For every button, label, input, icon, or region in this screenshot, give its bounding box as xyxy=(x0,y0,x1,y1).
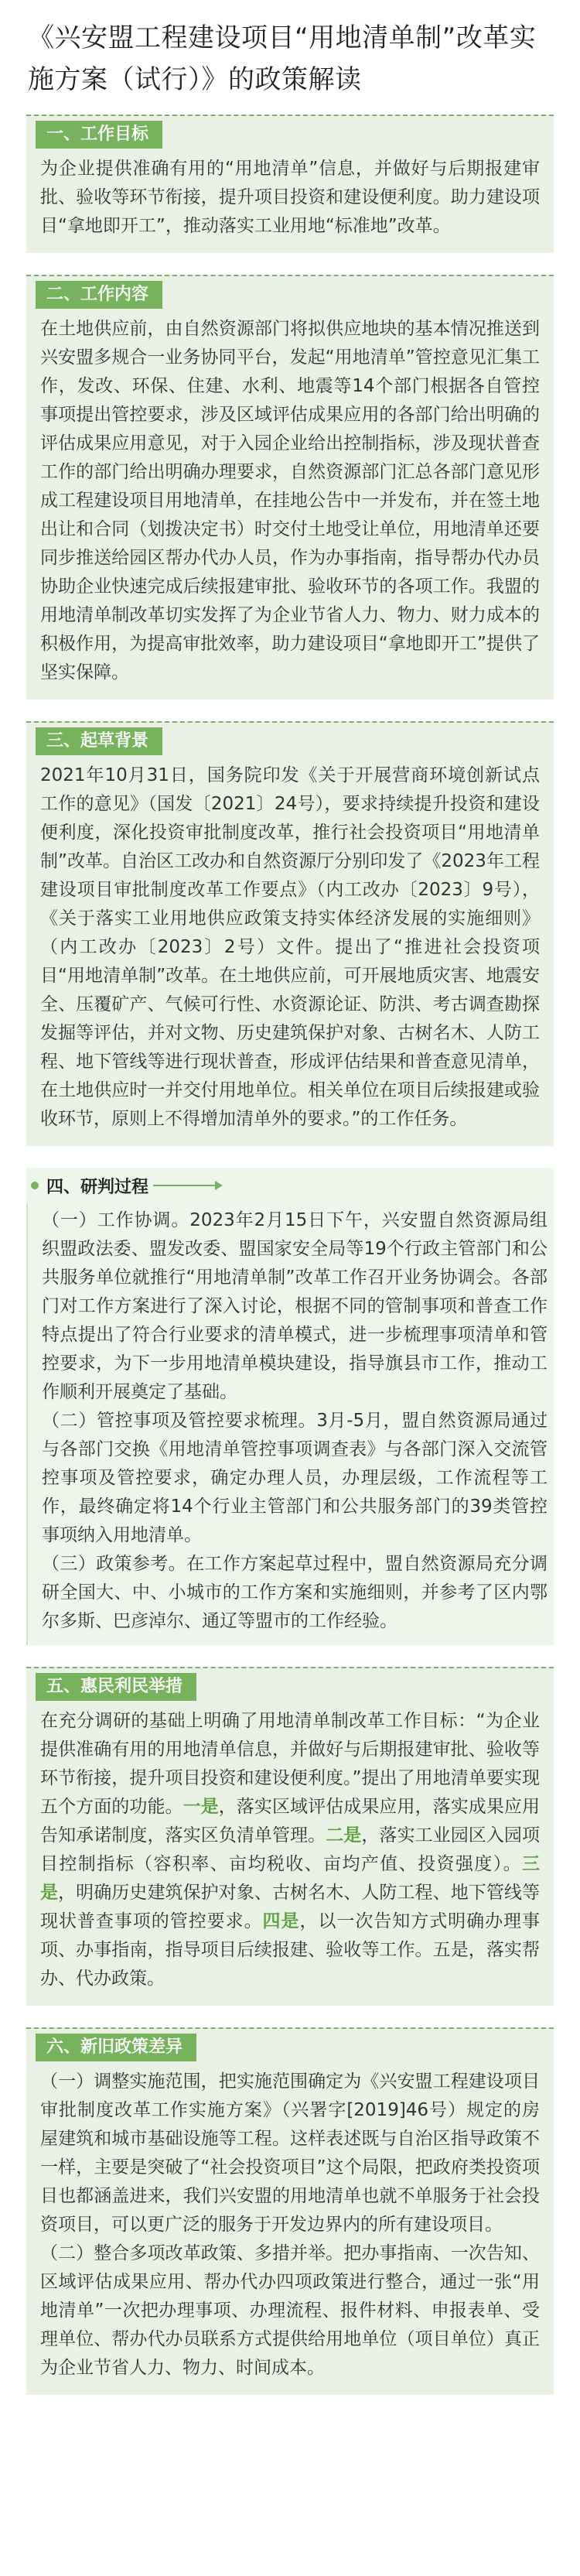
title-block xyxy=(0,0,580,115)
section-header xyxy=(26,115,554,150)
paragraph: 在土地供应前，由自然资源部门将拟供应地块的基本情况推送到兴安盟多规合一业务协同平台，发起“用地清单”管控意见汇集工作，发改、环保、住建、水利、地震等14个部门根据各自管控事项提出管控要求，涉及区域评估成果应用的各部门给出明确的评估成果应用意见，对于入园企业给出控制指标，涉及现状普查工作的部门给出明确办理要求，自然资源部门汇总各部门意见形成工程建设项目用地清单，在挂地公告中一并发布，并在签土地出让和合同（划拨决定书）时交付土地受让单位，用地清单还要同步推送给园区帮办代办人员，作为办事指南，指导帮办代办员协助企业快速完成后续报建审批、验收环节的各项工作。我盟的用地清单制改革切实发挥了为企业节省人力、物力、财力成本的积极作用，为提高审批效率，助力建设项目“拿地即开工”提供了坚实保障。 xyxy=(40,319,540,682)
section-drafting-background xyxy=(26,721,554,1146)
item-text: ，落实工业园区入园项目控制指标（容积率、亩均税收、亩均产值、投资强度）。 xyxy=(40,1825,541,1874)
item-label: 一是 xyxy=(183,1797,219,1817)
item-text: ，明确历史建筑保护对象、古树名木、人防工程、地下管线等现状普查事项的管控要求。 xyxy=(40,1883,541,1931)
section-header xyxy=(26,1168,554,1203)
section-body xyxy=(26,1702,554,1993)
item-label: 四是 xyxy=(262,1911,300,1931)
arrow-icon xyxy=(215,1181,223,1190)
section-work-goal xyxy=(26,115,554,253)
item-text: ，以一次告知方式明确办理事项、办事指南，指导项目后续报建、验收等工作。五是，落实帮办、代办政策。 xyxy=(40,1911,541,1989)
paragraph: 2021年10月31日，国务院印发《关于开展营商环境创新试点工作的意见》（国发〔2021〕24号），要求持续提升投资和建设便利度，深化投资审批制度改革，推行社会投资项目“用地清单制”改革。自治区工改办和自然资源厅分别印发了《2023年工程建设项目审批制度改革工作要点》（内工改办〔2023〕9号），《关于落实工业用地供应政策支持实体经济发展的实施细则》（内工改办〔2023〕2号）文件。提出了“推进社会投资项目“用地清单制”改革。在土地供应前，可开展地质灾害、地震安全、压覆矿产、气候可行性、水资源论证、防洪、考古调查勘探发掘等评估，并对文物、历史建筑保护对象、古树名木、人防工程、地下管线等进行现状普查，形成评估结果和普查意见清单，在土地供应时一并交付用地单位。相关单位在项目后续报建或验收环节，原则上不得增加清单外的要求。”的工作任务。 xyxy=(40,765,540,1129)
section-heading: 二、工作内容 xyxy=(36,281,162,309)
paragraph: （一）调整实施范围，把实施范围确定为《兴安盟工程建设项目审批制度改革工作实施方案》（兴署字[2019]46号）规定的房屋建筑和城市基础设施等工程。这样表述既与自治区指导政策不一样，主要是突破了“社会投资项目”这个局限，把政府类投资项目也都涵盖进来，我们兴安盟的用地清单也就不单服务于社会投资项目，可以更广泛的服务于开发边界内的所有建设项目。 xyxy=(40,2071,540,2235)
section-heading: 一、工作目标 xyxy=(36,121,162,149)
item-label: 二是 xyxy=(326,1825,362,1846)
intro-text: 在充分调研的基础上明确了用地清单制改革工作目标：“为企业提供准确有用的用地清单信息，并做好与后期报建审批、验收等环节衔接，提升项目投资和建设便利度。”提出了用地清单要实现五个方面的功能。 xyxy=(40,1711,540,1817)
divider xyxy=(153,1185,215,1186)
paragraph: 为企业提供准确有用的“用地清单”信息，并做好与后期报建审批、验收等环节衔接，提升项目投资和建设便利度。助力建设项目“拿地即开工”，推动落实工业用地“标准地”改革。 xyxy=(40,159,540,236)
section-header xyxy=(26,275,554,310)
paragraph: （二）整合多项改革政策、多措并举。把办事指南、一次告知、区域评估成果应用、帮办代办四项政策进行整合，通过一张“用地清单”一次把办理事项、办理流程、报件材料、申报表单、受理单位、帮办代办员联系方式提供给用地单位（项目单位）真正为企业节省人力、物力、时间成本。 xyxy=(40,2243,540,2378)
section-header xyxy=(26,721,554,757)
section-benefit-measures xyxy=(26,1667,554,2006)
section-work-content xyxy=(26,275,554,700)
paragraph: （二）管控事项及管控要求梳理。3月-5月，盟自然资源局通过与各部门交换《用地清单管控事项调查表》与各部门深入交流管控事项及管控要求，确定办理人员，办理层级，工作流程等工作，最终确定将14个行业主管部门和公共服务部门的39类管控事项纳入用地清单。 xyxy=(42,1411,548,1545)
section-body xyxy=(26,150,554,241)
item-label: 三是 xyxy=(40,1854,540,1903)
section-heading xyxy=(26,1174,153,1198)
paragraph xyxy=(40,1707,540,1993)
section-research-process xyxy=(26,1168,554,1645)
item-text: ，落实区域评估成果应用，落实成果应用告知承诺制度，落实区负清单管理。 xyxy=(40,1797,541,1846)
page-title: 《兴安盟工程建设项目“用地清单制”改革实施方案（试行）》的政策解读 xyxy=(28,22,537,95)
section-header xyxy=(26,2027,554,2063)
section-heading-text: 四、研判过程 xyxy=(46,1177,149,1197)
section-body xyxy=(26,2063,554,2383)
section-body xyxy=(26,1203,554,1645)
section-heading: 三、起草背景 xyxy=(36,727,162,755)
section-body xyxy=(26,757,554,1134)
paragraph: （三）政策参考。在工作方案起草过程中，盟自然资源局充分调研全国大、中、小城市的工作方案和实施细则，并参考了区内鄂尔多斯、巴彦淖尔、通辽等盟市的工作经验。 xyxy=(42,1554,548,1631)
section-heading: 五、惠民利民举措 xyxy=(36,1673,196,1701)
section-heading: 六、新旧政策差异 xyxy=(36,2034,196,2061)
section-body xyxy=(26,310,554,687)
paragraph: （一）工作协调。2023年2月15日下午，兴安盟自然资源局组织盟政法委、盟发改委、盟国家安全局等19个行政主管部门和公共服务单位就推行“用地清单制”改革工作召开业务协调会。各部门对工作方案进行了深入讨论，根据不同的管制事项和普查工作特点提出了符合行业要求的清单模式，进一步梳理事项清单和管控要求，为下一步用地清单模块建设，指导旗县市工作，推动工作顺利开展奠定了基础。 xyxy=(42,1210,548,1402)
section-policy-differences xyxy=(26,2027,554,2395)
section-header xyxy=(26,1667,554,1702)
bullet-dot-icon xyxy=(31,1182,39,1189)
